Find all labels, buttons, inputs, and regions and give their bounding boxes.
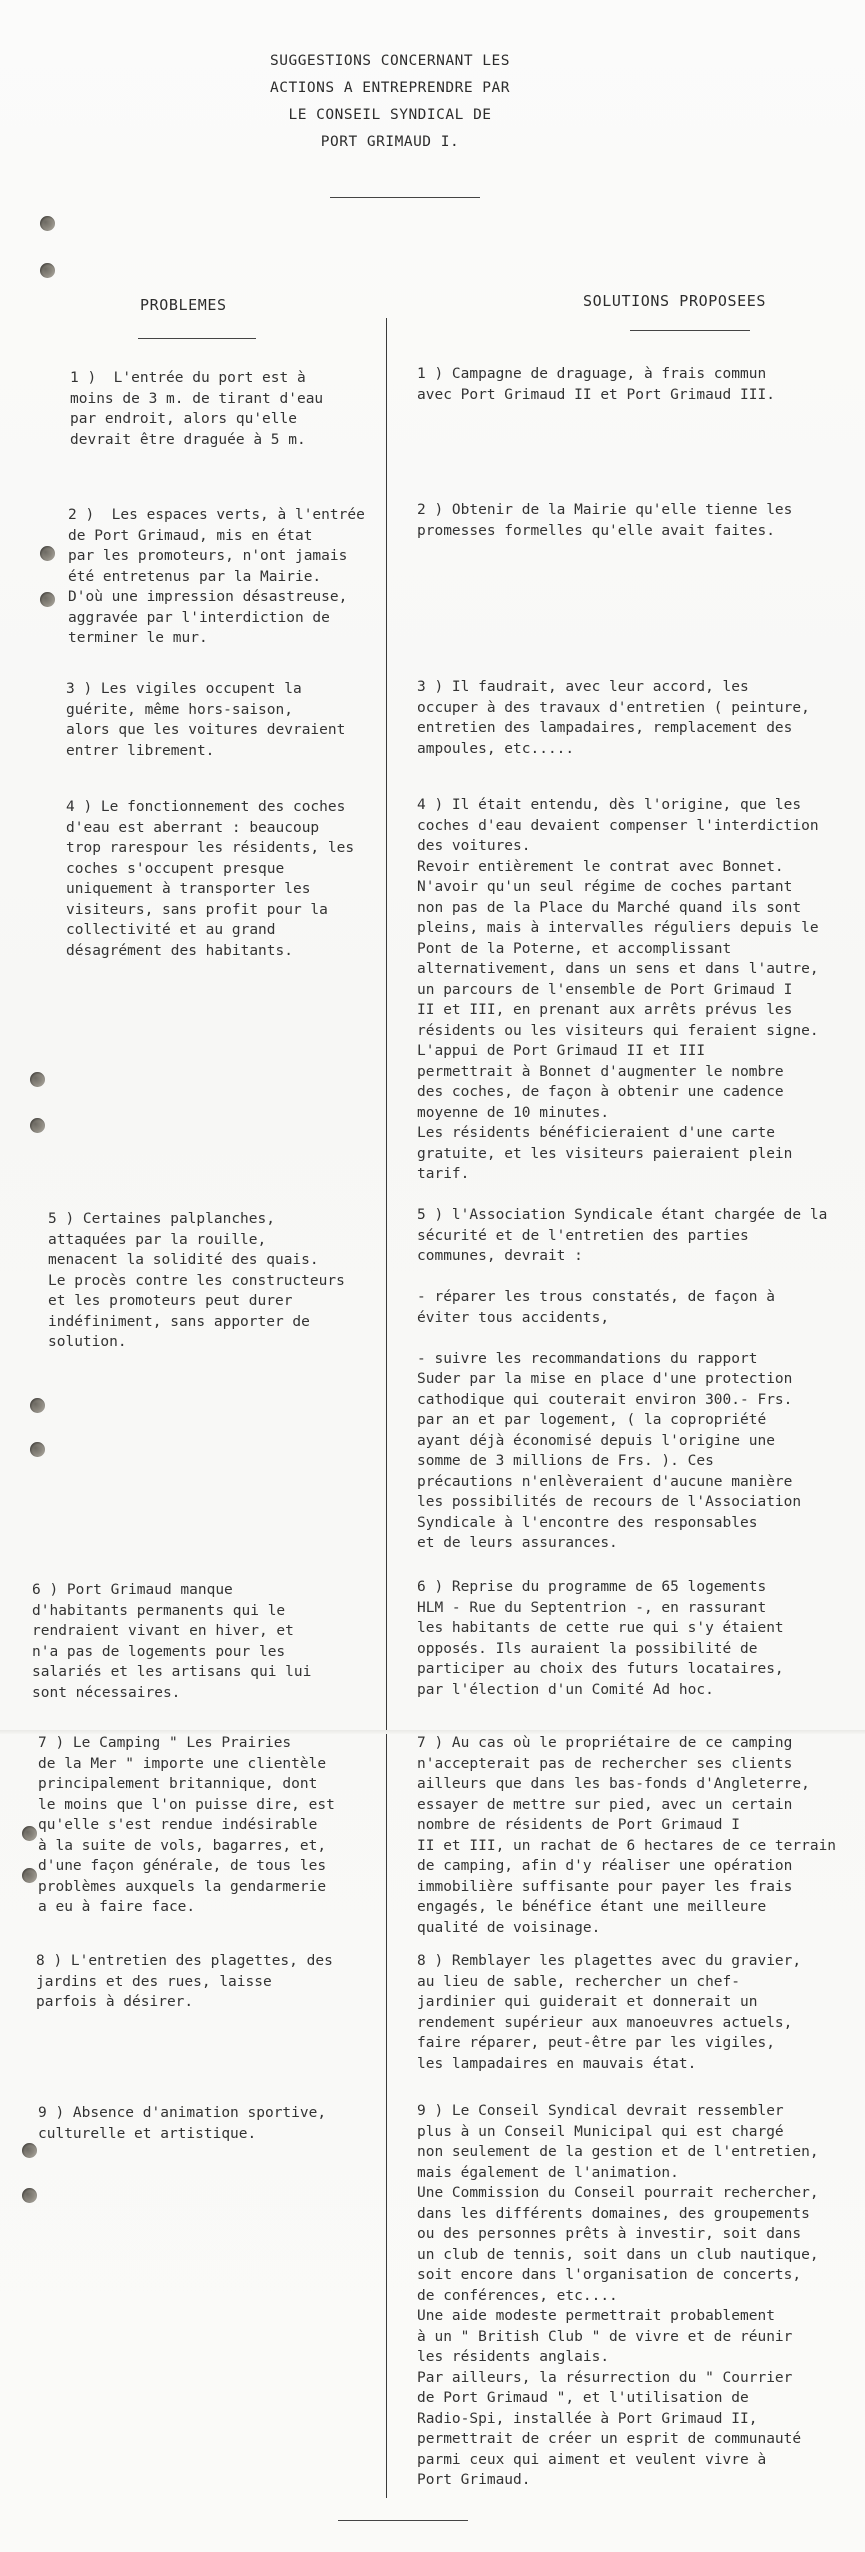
problems-header-underline <box>138 338 256 339</box>
punch-hole <box>22 1868 37 1883</box>
solutions-header: SOLUTIONS PROPOSEES <box>583 292 766 310</box>
punch-hole <box>40 592 55 607</box>
punch-hole <box>30 1442 45 1457</box>
problems-header: PROBLEMES <box>140 296 227 314</box>
problem-4: 4 ) Le fonctionnement des coches d'eau est aberrant : beaucoup trop rarespour les résidents, les coches s'occupent presque uniquement à transporter les visiteurs, sans profit pour la collectivité et au grand désagrément des habitants. <box>66 799 355 959</box>
punch-hole <box>30 1398 45 1413</box>
punch-hole <box>40 546 55 561</box>
punch-hole <box>40 263 55 278</box>
problem-8: 8 ) L'entretien des plagettes, des jardins et des rues, laisse parfois à désirer. <box>36 1953 333 2010</box>
punch-hole <box>30 1118 45 1133</box>
problem-1: 1 ) L'entrée du port est à moins de 3 m. de tirant d'eau par endroit, alors qu'elle devrait être draguée à 5 m. <box>70 370 324 448</box>
problem-5: 5 ) Certaines palplanches, attaquées par la rouille, menacent la solidité des quais. Le procès contre les constructeurs et les promoteurs peut durer indéfiniment, sans apporter de solution. <box>48 1211 345 1350</box>
solution-4: 4 ) Il était entendu, dès l'origine, que les coches d'eau devaient compenser l'interdiction des voitures. Revoir entièrement le contrat avec Bonnet. N'avoir qu'un seul régime de coches partant non pas de la Place du Marché quand ils sont pleins, mais à intervalles réguliers depuis le Pont de la Poterne, et accomplissant alternativement, dans un sens et dans l'autre, un parcours de l'ensemble de Port Grimaud I II et III, en prenant aux arrêts prévus les résidents ou les visiteurs qui feraient signe. L'appui de Port Grimaud II et III permettrait à Bonnet d'augmenter le nombre des coches, de façon à obtenir une cadence moyenne de 10 minutes. Les résidents bénéficieraient d'une carte gratuite, et les visiteurs paieraient plein tarif. <box>417 797 819 1182</box>
solution-5: 5 ) l'Association Syndicale étant chargée de la sécurité et de l'entretien des parties communes, devrait : - réparer les trous constatés, de façon à éviter tous accidents, - suivre les recommandations du rapport Suder par la mise en place d'une protection cathodique qui couterait environ 300.- Frs. par an et par logement, ( la copropriété ayant déjà économisé depuis l'origine une somme de 3 millions de Frs. ). Ces précautions n'enlèveraient d'aucune manière les possibilités de recours de l'Association Syndicale à l'encontre des responsables et de leurs assurances. <box>417 1207 828 1551</box>
solution-2: 2 ) Obtenir de la Mairie qu'elle tienne les promesses formelles qu'elle avait faites. <box>417 502 793 539</box>
solution-9: 9 ) Le Conseil Syndical devrait ressembler plus à un Conseil Municipal qui est chargé non seulement de la gestion et de l'entretien, mais également de l'animation. Une Commission du Conseil pourrait rechercher, dans les différents domaines, des groupements ou des personnes prêts à investir, soit dans un club de tennis, soit dans un club nautique, soit encore dans l'organisation de concerts, de conférences, etc.... Une aide modeste permettrait probablement à un " British Club " de vivre et de réunir les résidents anglais. Par ailleurs, la résurrection du " Courrier de Port Grimaud ", et l'utilisation de Radio-Spi, installée à Port Grimaud II, permettrait de créer un esprit de communauté parmi ceux qui aiment et veulent vivre à Port Grimaud. <box>417 2103 819 2488</box>
problem-7: 7 ) Le Camping " Les Prairies de la Mer " importe une clientèle principalement britannique, dont le moins que l'on puisse dire, est qu'elle s'est rendue indésirable à la suite de vols, bagarres, et, d'une façon générale, de tous les problèmes auxquels la gendarmerie a eu à faire face. <box>38 1735 335 1915</box>
punch-hole <box>22 1826 37 1841</box>
solution-3: 3 ) Il faudrait, avec leur accord, les occuper à des travaux d'entretien ( peinture, entretien des lampadaires, remplacement des ampoules, etc..... <box>417 679 810 757</box>
punch-hole <box>40 216 55 231</box>
closing-rule <box>338 2520 468 2521</box>
punch-hole <box>30 1072 45 1087</box>
punch-hole <box>22 2143 37 2158</box>
problem-3: 3 ) Les vigiles occupent la guérite, même hors-saison, alors que les voitures devraient entrer librement. <box>66 681 346 759</box>
title-line: SUGGESTIONS CONCERNANT LES <box>270 53 510 69</box>
solution-7: 7 ) Au cas où le propriétaire de ce camping n'accepterait pas de rechercher ses clients ailleurs que dans les bas-fonds d'Angleterre, essayer de mettre sur pied, avec un certain nombre de résidents de Port Grimaud I II et III, un rachat de 6 hectares de ce terrain de camping, afin d'y réaliser une opération immobilière suffisante pour payer les frais engagés, le bénéfice étant une meilleure qualité de voisinage. <box>417 1735 837 1936</box>
title-line: LE CONSEIL SYNDICAL DE <box>288 107 492 123</box>
solutions-header-underline <box>630 330 750 331</box>
solution-1: 1 ) Campagne de draguage, à frais commun avec Port Grimaud II et Port Grimaud III. <box>417 366 775 403</box>
solution-6: 6 ) Reprise du programme de 65 logements HLM - Rue du Septentrion -, en rassurant les habitants de cette rue qui s'y étaient opposés. Ils auraient la possibilité de participer au choix des futurs locataires, par l'élection d'un Comité Ad hoc. <box>417 1579 784 1698</box>
solution-8: 8 ) Remblayer les plagettes avec du gravier, au lieu de sable, rechercher un chef- jardinier qui guiderait et donnerait un rendement supérieur aux manoeuvres actuels, faire réparer, peut-être par les vigiles, les lampadaires en mauvais état. <box>417 1953 802 2072</box>
column-divider <box>386 318 387 2498</box>
problem-9: 9 ) Absence d'animation sportive, culturelle et artistique. <box>38 2105 327 2142</box>
document-title <box>180 48 600 156</box>
punch-hole <box>22 2188 37 2203</box>
problem-2: 2 ) Les espaces verts, à l'entrée de Port Grimaud, mis en état par les promoteurs, n'ont jamais été entretenus par la Mairie. D'où une impression désastreuse, aggravée par l'interdiction de terminer le mur. <box>68 507 365 646</box>
title-line: ACTIONS A ENTREPRENDRE PAR <box>270 80 510 96</box>
title-underline <box>330 197 480 198</box>
title-line: PORT GRIMAUD I. <box>320 134 460 150</box>
problem-6: 6 ) Port Grimaud manque d'habitants permanents qui le rendraient vivant en hiver, et n'a pas de logements pour les salariés et les artisans qui lui sont nécessaires. <box>32 1582 312 1701</box>
